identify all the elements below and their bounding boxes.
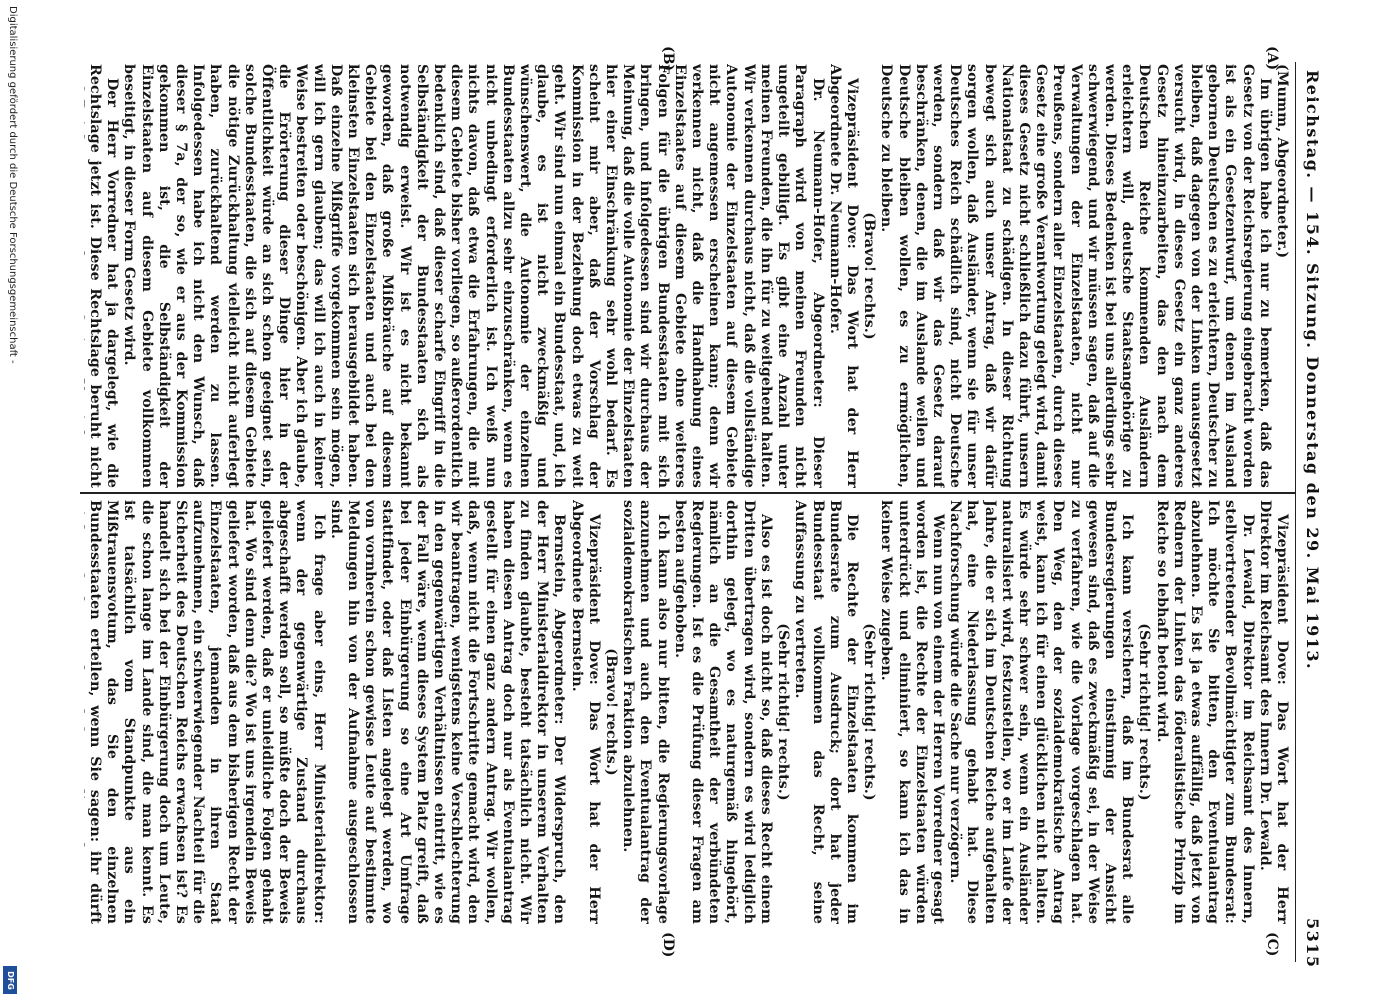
right-paragraph: Ich frage aber eins, Herr Ministerialdirektor: wenn der gegenwärtige Zustand durchaus abgeschafft werden soll, so müßte doch der Beweis geliefert werden, daß er unleidliche Folgen gehabt hat. Wo sind denn die? Wo ist uns irgendein Beweis geliefert worden, daß aus dem bisherigen Recht der Einzelstaaten, jemanden in ihren Staat aufzunehmen, ein schwerwiegender Nachteil für die Sicherheit des Deutschen Reichs erwachsen ist? Es handelt sich bei der Einbürgerung doch um Leute, die schon lange im Lande sind, die man kennt. Es ist tatsächlich vom Standpunkte aus ein Mißtrauensvotum, das Sie den einzelnen Bundesstaaten erteilen, wenn Sie sagen: ihr dürft: [86, 500, 327, 924]
page-number: 5315: [1303, 918, 1322, 969]
left-paragraph: (Mumm, Abgeordneter.): [1274, 64, 1290, 259]
right-paragraph: Dr. Lewald, Direktor im Reichsamt des Innern, stellvertretender Bevollmächtigter zum Bundesrat: Ich möchte Sie bitten, den Eventualantrag abzulehnen. Es ist ja etwas auffällig, daß jetzt von Rednern der Linken das föderalistische Prinzip im Reiche so lebhaft betont wird.: [1153, 500, 1256, 924]
right-paragraph: Vizepräsident Dove: Das Wort hat der Herr Abgeordnete Bernstein.: [568, 500, 602, 924]
right-paragraph: (Sehr richtig! rechts.): [1136, 623, 1153, 801]
right-paragraph: Wenn nun von einem der Herren Vorredner gesagt worden ist, die Rechte der Einzelstaaten würden unterdrückt und eliminiert, so kann ich das in keiner Weise zugeben.: [878, 500, 946, 924]
right-paragraph: Bernstein, Abgeordneter: Der Widerspruch, den der Herr Ministerialdirektor in unserem Verhalten zu finden glaubte, besteht tatsächlich nicht. Wir haben diesen Antrag doch nur als Eventualantrag gestellt für einen ganz andern Antrag. Wir wollen, daß, wenn nicht die Fortschritte gemacht wird, den wir beantragen, wenigstens keine Verschlechterung in den gegenwärtigen Verhältnissen eintritt, wie es der Fall wäre, wenn dieses System Platz greift, daß bei jeder Einbürgerung so eine Art Umfrage stattfindet, oder daß Listen angelegt werden, wo von vornherein schon gewisse Leute auf bestimmte Meldungen hin von der Aufnahme ausgeschlossen sind.: [327, 500, 568, 924]
margin-marker-d: (D): [660, 932, 676, 958]
right-paragraph: Ich kann versichern, daß im Bundesrat alle Bundesregierungen einstimmig der Ansicht gewesen sind, daß es zweckmäßig sei, in der Weise zu verfahren, wie die Vorlage vorgeschlagen hat. Den Weg, den der sozialdemokratische Antrag weist, kann ich für einen glücklichen nicht halten. Es würde sehr schwer sein, wenn ein Ausländer naturalisiert wird, festzustellen, wo er im Laufe der Jahre, die er sich im Deutschen Reiche aufgehalten hat, eine Niederlassung gehabt hat. Diese Nachforschung würde die Sache nur verzögern.: [947, 500, 1136, 924]
right-paragraph: Also es ist doch nicht so, daß dieses Recht einem Dritten übertragen wird, sondern es wird lediglich dorthin gelegt, wo es naturgemäß hingehört, nämlich an die Gesamtheit der verbündeten Regierungen. Ist es die Prüfung dieser Fragen am besten aufgehoben.: [671, 500, 774, 924]
digitization-credit: [4, 0, 18, 1000]
header-rule: [1295, 62, 1296, 962]
left-paragraph: Vizepräsident Dove: Das Wort hat der Herr Abgeordnete Dr. Neumann-Hofer.: [826, 64, 860, 488]
column-divider: [80, 492, 1296, 494]
margin-marker-c: (C): [1264, 932, 1280, 957]
right-paragraph: (Sehr richtig! rechts.): [775, 623, 792, 801]
right-paragraph: Ich kann also nur bitten, die Regierungsvorlage anzunehmen und auch den Eventualantrag der sozialdemokratischen Fraktion abzulehnen.: [620, 500, 671, 924]
dfg-logo-text: DFG: [5, 970, 15, 990]
margin-marker-b: (B): [660, 46, 676, 72]
column-left: [84, 64, 1290, 488]
column-right: [84, 500, 1290, 924]
left-paragraph: Der Herr Vorredner hat ja dargelegt, wie die Rechtslage jetzt ist. Diese Rechtslage beruht nicht: [86, 64, 121, 488]
right-paragraph: Die Rechte der Einzelstaaten kommen im Bundesrate zum Ausdruck; dort hat jeder Bundesstaat vollkommen das Recht, seine Auffassung zu vertreten.: [792, 500, 860, 924]
left-paragraph: Dr. Neumann-Hofer, Abgeordneter: Dieser Paragraph wird von meinen Freunden nicht ungeteilt gebilligt. Es gibt eine Anzahl unter meinen Freunden, die ihn für zu weitgehend halten. Wir verkennen durchaus nicht, daß die vollständige Autonomie der Einzelstaaten auf diesem Gebiete nicht angemessen erscheinen kann; denn wir verkennen nicht, daß die Handhabung eines Einzelstaates auf diesem Gebiete ohne weiteres Folgen für die übrigen Bundesstaaten mit sich bringen, und infolgedessen sind wir durchaus der Meinung, daß die volle Autonomie der Einzelstaaten hier einer Einschränkung sehr wohl bedarf. Es scheint mir aber, daß der Vorschlag der Kommission in der Beziehung doch etwas zu weit geht. Wir sind nun einmal ein Bundesstaat, und, ich glaube, es ist nicht zweckmäßig und wünschenswert, die Autonomie der einzelnen Bundesstaaten allzu sehr einzuschränken, wenn es nicht unbedingt erforderlich ist. Ich weiß nun nichts davon, daß etwa die Erfahrungen, die mit diesem Gebiete bisher vorliegen, so außerordentlich bedenklich sind, daß dieser scharfe Eingriff in die Selbständigkeit der Bundesstaaten sich als notwendig erweist. Wir ist es nicht bekannt geworden, daß große Mißbräuche auf diesem Gebiete bei den Einzelstaaten und auch bei den kleinsten Einzelstaaten sich herausgebildet haben. Daß einzelne Mißgriffe vorgekommen sein mögen, will ich gern glauben; das will ich auch in keiner Weise bestreiten oder beschönigen. Aber ich glaube, die Erörterung dieser Dinge hier in der Öffentlichkeit würde an sich schon geeignet sein, solche Bundesstaaten, die sich auf diesem Gebiete die nötige Zurückhaltung vielleicht nicht auferlegt haben, zurückhaltend werden zu lassen. Infolgedessen habe ich nicht den Wunsch, daß dieser § 7a, der so, wie er aus der Kommission gekommen ist, die Selbständigkeit der Einzelstaaten auf diesem Gebiete vollkommen beseitigt, in dieser Form Gesetz wird.: [121, 64, 826, 488]
right-paragraph: (Bravo! rechts.): [603, 648, 620, 776]
credit-text: Digitalisierung gefördert durch die Deutsche Forschungsgemeinschaft -: [7, 6, 18, 364]
right-paragraph: (Sehr richtig! rechts.): [861, 623, 878, 801]
dfg-logo-icon: [3, 966, 17, 994]
margin-marker-a: (A): [1264, 46, 1280, 71]
left-paragraph: Im übrigen habe ich nur zu bemerken, daß das Gesetz von der Reichsregierung eingebracht worden ist als ein Gesetzentwurf, um denen im Ausland gebornen Deutschen es zu erleichtern, Deutscher zu bleiben, daß dagegen von der Linken unausgesetzt versucht wird, in dieses Gesetz ein ganz anderes Gesetz hineinzuarbeiten, das den nach dem Deutschen Reiche kommenden Ausländern erleichtern will, deutsche Staatsangehörige zu werden. Dieses Bedenken ist bei uns allerdings sehr schwerwiegend, und wir müssen sagen, daß auf die Verwaltungen der Einzelstaaten, nicht nur Preußens, sondern aller Einzelstaaten, durch dieses Gesetz eine große Verantwortung gelegt wird, damit dieses Gesetz nicht schließlich dazu führt, unsern Nationalstaat zu schädigen. In dieser Richtung bewegt sich auch unser Antrag, daß wir dafür sorgen wollen, daß Ausländer, wenn sie für unser Deutsches Reich schädlich sind, nicht Deutsche werden, sondern daß wir das Gesetz darauf beschränken, denen, die im Auslande weilen und Deutsche bleiben wollen, es zu ermöglichen, Deutsche zu bleiben.: [878, 64, 1273, 488]
left-paragraph: (Bravo! rechts.): [861, 212, 878, 340]
right-paragraph: Vizepräsident Dove: Das Wort hat der Herr Direktor im Reichsamt des Innern Dr. Lewald.: [1256, 500, 1290, 924]
page-header-title: Reichstag. — 154. Sitzung. Donnerstag den 29. Mai 1913.: [1303, 70, 1322, 671]
